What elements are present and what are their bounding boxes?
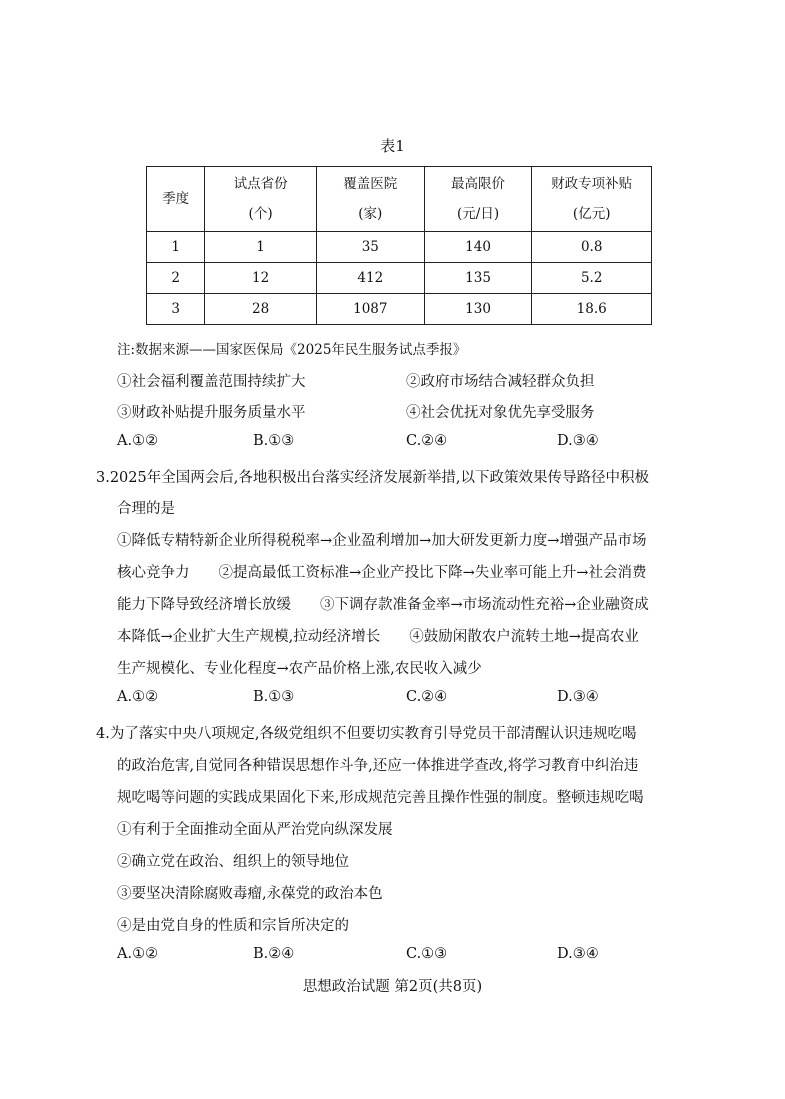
header-cell: 覆盖医院 (家) bbox=[316, 167, 424, 232]
q4-item: ④是由党自身的性质和宗旨所决定的 bbox=[117, 918, 349, 934]
q2-item: ①社会福利覆盖范围持续扩大 bbox=[117, 374, 306, 390]
q3-option-b[interactable]: B.①③ bbox=[253, 689, 295, 705]
q4-item: ①有利于全面推动全面从严治党向纵深发展 bbox=[117, 822, 393, 838]
table-row bbox=[147, 263, 652, 294]
table-cell: 135 bbox=[424, 263, 532, 294]
table-cell: 3 bbox=[147, 294, 205, 325]
q3-option-d[interactable]: D.③④ bbox=[557, 689, 599, 705]
table-cell: 1 bbox=[147, 232, 205, 263]
page-footer: 思想政治试题 第2页(共8页) bbox=[302, 979, 483, 995]
q4-option-c[interactable]: C.①③ bbox=[406, 946, 448, 962]
table-cell: 1 bbox=[205, 232, 317, 263]
q3-item-line: 生产规模化、专业化程度→农产品价格上涨,农民收入减少 bbox=[117, 661, 482, 677]
table-cell: 412 bbox=[316, 263, 424, 294]
q2-option-d[interactable]: D.③④ bbox=[557, 433, 599, 449]
table-cell: 130 bbox=[424, 294, 532, 325]
table-cell: 18.6 bbox=[532, 294, 652, 325]
q2-option-a[interactable]: A.①② bbox=[117, 433, 159, 449]
q3-stem-line: 合理的是 bbox=[117, 501, 175, 517]
header-cell: 最高限价 (元/日) bbox=[424, 167, 532, 232]
table-cell: 5.2 bbox=[532, 263, 652, 294]
table-header-row bbox=[147, 167, 652, 232]
q3-item-line: 核心竞争力 ②提高最低工资标准→企业产投比下降→失业率可能上升→社会消费 bbox=[117, 565, 647, 581]
table-note: 注:数据来源——国家医保局《2025年民生服务试点季报》 bbox=[117, 342, 467, 358]
table-row bbox=[147, 232, 652, 263]
data-table bbox=[146, 166, 652, 325]
q3-item-line: ①降低专精特新企业所得税税率→企业盈利增加→加大研发更新力度→增强产品市场 bbox=[117, 533, 647, 549]
table-cell: 35 bbox=[316, 232, 424, 263]
table-cell: 1087 bbox=[316, 294, 424, 325]
table-row bbox=[147, 294, 652, 325]
table-cell: 28 bbox=[205, 294, 317, 325]
q3-option-c[interactable]: C.②④ bbox=[406, 689, 448, 705]
q2-item: ③财政补贴提升服务质量水平 bbox=[117, 405, 306, 421]
q2-option-b[interactable]: B.①③ bbox=[253, 433, 295, 449]
q3-stem-line: 3.2025年全国两会后,各地积极出台落实经济发展新举措,以下政策效果传导路径中积极 bbox=[96, 470, 649, 486]
q2-option-c[interactable]: C.②④ bbox=[406, 433, 448, 449]
table-title: 表1 bbox=[380, 137, 405, 155]
q4-stem-line: 4.为了落实中央八项规定,各级党组织不但要切实教育引导党员干部清醒认识违规吃喝 bbox=[96, 726, 637, 742]
q4-item: ③要坚决清除腐败毒瘤,永葆党的政治本色 bbox=[117, 886, 383, 902]
table-cell: 0.8 bbox=[532, 232, 652, 263]
q4-option-a[interactable]: A.①② bbox=[117, 946, 159, 962]
header-cell: 季度 bbox=[147, 167, 205, 232]
header-cell: 试点省份 (个) bbox=[205, 167, 317, 232]
table-cell: 2 bbox=[147, 263, 205, 294]
header-cell: 财政专项补贴 (亿元) bbox=[532, 167, 652, 232]
q2-item: ②政府市场结合减轻群众负担 bbox=[406, 374, 595, 390]
q3-item-line: 本降低→企业扩大生产规模,拉动经济增长 ④鼓励闲散农户流转土地→提高农业 bbox=[117, 629, 639, 645]
table-cell: 12 bbox=[205, 263, 317, 294]
q4-item: ②确立党在政治、组织上的领导地位 bbox=[117, 854, 349, 870]
q3-item-line: 能力下降导致经济增长放缓 ③下调存款准备金率→市场流动性充裕→企业融资成 bbox=[117, 597, 649, 613]
q3-option-a[interactable]: A.①② bbox=[117, 689, 159, 705]
table-cell: 140 bbox=[424, 232, 532, 263]
q4-option-d[interactable]: D.③④ bbox=[557, 946, 599, 962]
q4-stem-line: 规吃喝等问题的实践成果固化下来,形成规范完善且操作性强的制度。整顿违规吃喝 bbox=[117, 790, 644, 806]
q2-item: ④社会优抚对象优先享受服务 bbox=[406, 405, 595, 421]
q4-option-b[interactable]: B.②④ bbox=[253, 946, 295, 962]
q4-stem-line: 的政治危害,自觉同各种错误思想作斗争,还应一体推进学查改,将学习教育中纠治违 bbox=[117, 758, 639, 774]
